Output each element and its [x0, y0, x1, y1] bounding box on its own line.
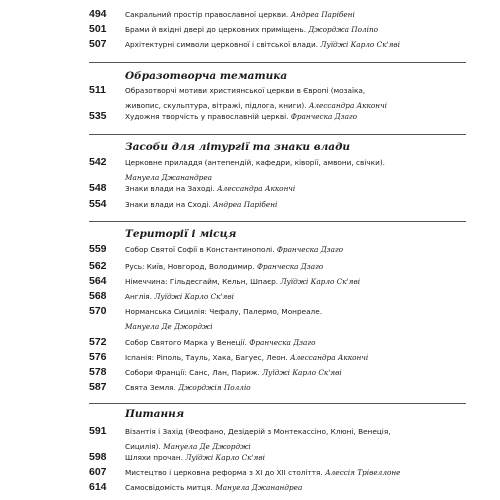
entry-author: Луїджі Карло Ск'яві [320, 40, 400, 49]
page-number: 554 [89, 198, 107, 210]
entry-author: Мануела Джанандреа [215, 483, 303, 492]
page-number: 570 [89, 305, 107, 317]
entry-line: Сицилія). Мануела Де Джорджі [125, 442, 251, 451]
page-number: 607 [89, 466, 107, 478]
toc-entry[interactable] [89, 350, 464, 365]
toc-entry[interactable] [89, 259, 464, 274]
entry-line: Знаки влади на Заході. Алессандра Аккончі [125, 184, 296, 193]
entry-author: Луїджі Карло Ск'яві [154, 292, 234, 301]
page-number: 494 [89, 8, 107, 20]
toc-entry[interactable] [89, 289, 464, 304]
page-number: 562 [89, 260, 107, 272]
entry-line: Собор Святої Софії в Константинополі. Франческа Дзаго [125, 245, 344, 254]
toc-entry[interactable] [89, 274, 464, 289]
entry-author: Франческа Дзаго [256, 262, 324, 271]
page-number: 535 [89, 110, 107, 122]
page-number: 614 [89, 481, 107, 493]
page-number: 501 [89, 23, 107, 35]
entry-line: Шляхи прочан. Луїджі Карло Ск'яві [125, 453, 265, 462]
page-number: 564 [89, 275, 107, 287]
entry-line: Візантія і Захід (Феофано, Дезідерій з Монтекассіно, Клюні, Венеція, [125, 427, 391, 436]
entry-line: Брами й вхідні двері до церковних приміщень. Джорджа Поліпо [125, 25, 379, 34]
toc-entry[interactable] [89, 197, 464, 212]
toc-entry[interactable] [89, 7, 464, 22]
toc-entry[interactable] [89, 109, 464, 124]
toc-entry[interactable] [89, 450, 464, 465]
section-divider [89, 221, 466, 222]
section-title: Території і місця [125, 228, 237, 240]
entry-author: Джорджія Полліо [178, 383, 251, 392]
entry-author: Луїджі Карло Ск'яві [262, 368, 342, 377]
page-number: 587 [89, 381, 107, 393]
entry-author: Луїджі Карло Ск'яві [280, 277, 361, 286]
entry-author: Джорджа Поліпо [308, 25, 379, 34]
entry-line: Собори Франції: Санс, Лан, Париж. Луїджі Карло Ск'яві [125, 368, 342, 377]
section-divider [89, 134, 466, 135]
entry-author: Алессандра Аккончі [217, 184, 296, 193]
page-number: 572 [89, 336, 107, 348]
toc-entry[interactable] [89, 181, 464, 196]
section-divider [89, 62, 466, 63]
entry-author: Франческа Дзаго [249, 338, 316, 347]
entry-author: Андреа Парібені [290, 10, 355, 19]
entry-author: Алессія Трівеллоне [325, 468, 401, 477]
entry-line: Русь: Київ, Новгород, Володимир. Франческа Дзаго [125, 262, 324, 271]
entry-line: Мистецтво і церковна реформа з XI до XII століття. Алессія Трівеллоне [125, 468, 401, 477]
entry-author: Луїджі Карло Ск'яві [185, 453, 265, 462]
page-number: 568 [89, 290, 107, 302]
section-title: Питання [125, 408, 185, 420]
entry-line: Сакральний простір православної церкви. Андреа Парібені [125, 10, 355, 19]
page-number: 511 [89, 84, 106, 96]
toc-entry[interactable] [89, 465, 464, 480]
entry-line: Норманська Сицилія: Чефалу, Палермо, Монреале. [125, 307, 323, 316]
toc-entry[interactable] [89, 242, 464, 257]
entry-line: Свята Земля. Джорджія Полліо [125, 383, 251, 392]
entry-author: Андреа Парібені [213, 200, 278, 209]
entry-line: Самосвідомість митця. Мануела Джанандреа [125, 483, 303, 492]
entry-author: Франческа Дзаго [290, 112, 358, 121]
page-number: 598 [89, 451, 107, 463]
page-number: 591 [89, 425, 107, 437]
page-number: 576 [89, 351, 107, 363]
entry-line: Архітектурні символи церковної і світської влади. Луїджі Карло Ск'яві [125, 40, 400, 49]
entry-author: Алессандра Аккончі [308, 101, 387, 110]
entry-author: Алессандра Аккончі [290, 353, 369, 362]
entry-line: Знаки влади на Сході. Андреа Парібені [125, 200, 278, 209]
entry-line: Церковне приладдя (антепендій, кафедри, ківорії, амвони, свічки). [125, 158, 385, 167]
page-number: 548 [89, 182, 107, 194]
entry-author: Мануела Джанандреа [125, 173, 212, 182]
entry-author: Мануела Де Джорджі [125, 322, 213, 331]
toc-entry[interactable] [89, 480, 464, 495]
toc-entry[interactable] [89, 22, 464, 37]
entry-author: Франческа Дзаго [276, 245, 344, 254]
entry-line: живопис, скульптура, вітражі, підлога, книги). Алессандра Аккончі [125, 101, 387, 110]
page-number: 559 [89, 243, 107, 255]
entry-author: Мануела Де Джорджі [163, 442, 251, 451]
section-divider [89, 403, 466, 404]
entry-line: Англія. Луїджі Карло Ск'яві [125, 292, 234, 301]
section-title: Засоби для літургії та знаки влади [125, 141, 351, 153]
toc-entry[interactable] [89, 380, 464, 395]
page-number: 507 [89, 38, 107, 50]
toc-entry[interactable] [89, 335, 464, 350]
toc-entry[interactable] [89, 365, 464, 380]
entry-line: Іспанія: Ріполь, Тауль, Хака, Багуес, Леон. Алессандра Аккончі [125, 353, 369, 362]
page-number: 578 [89, 366, 107, 378]
toc-entry[interactable] [89, 304, 464, 334]
entry-line: Німеччина: Гільдесгайм, Кельн, Шпаєр. Луїджі Карло Ск'яві [125, 277, 361, 286]
toc-entry[interactable] [89, 37, 464, 52]
page-number: 542 [89, 156, 107, 168]
entry-line: Собор Святого Марка у Венеції. Франческа Дзаго [125, 338, 316, 347]
section-title: Образотворча тематика [125, 70, 288, 82]
entry-line: Художня творчість у православній церкві. Франческа Дзаго [125, 112, 358, 121]
entry-line: Образотворчі мотиви християнської церкви в Європі (мозаїка, [125, 86, 366, 95]
